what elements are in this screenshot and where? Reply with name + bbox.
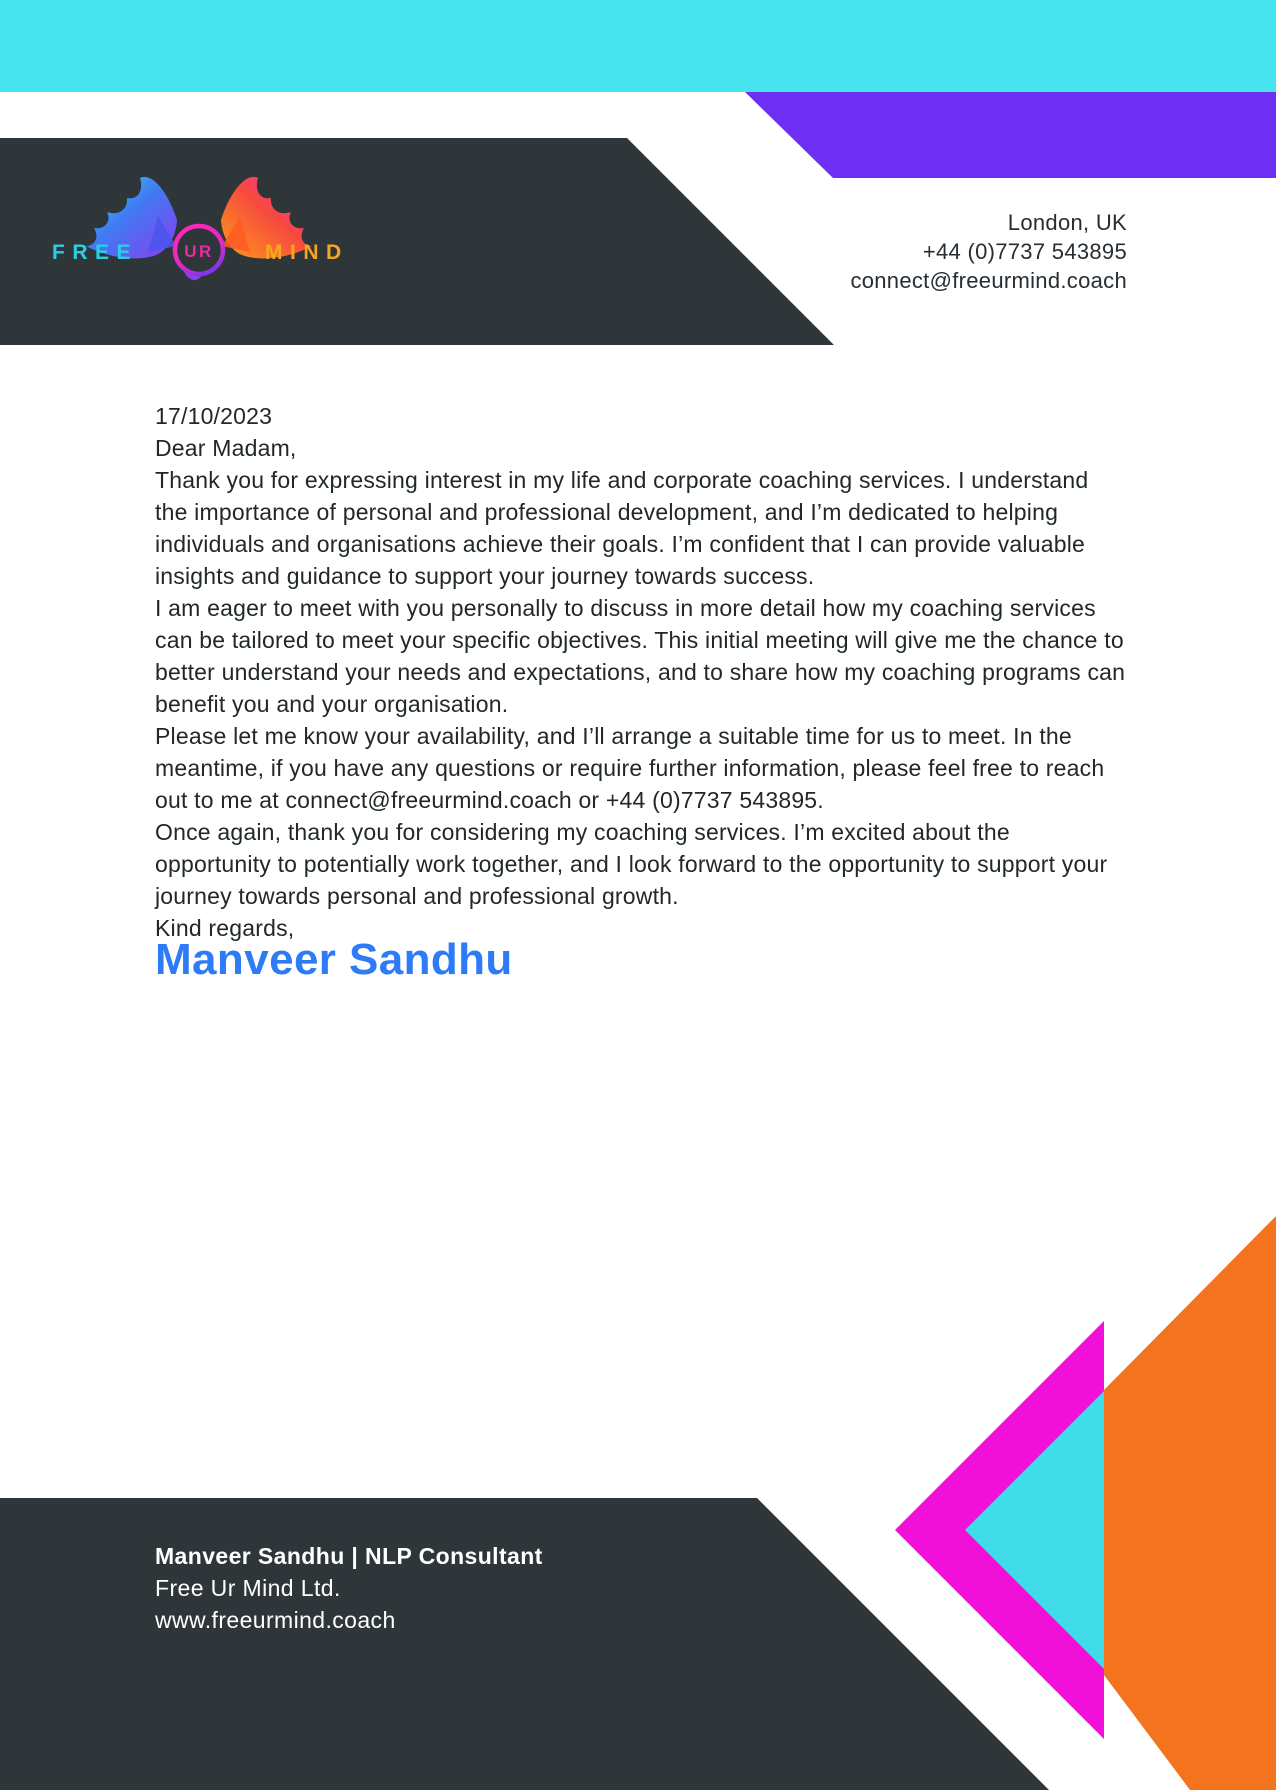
header-contact — [850, 208, 1127, 295]
letter-paragraph: Please let me know your availability, and I’ll arrange a suitable time for us to meet. In the meantime, if you have any questions or require further information, please feel free to reach out to me at connect@freeurmind.coach or +44 (0)7737 543895. — [155, 723, 1105, 813]
footer-name-title: Manveer Sandhu | NLP Consultant — [155, 1543, 543, 1569]
letter-closing: Kind regards, — [155, 915, 295, 941]
orange-triangle-shape — [1104, 1216, 1276, 1790]
letter-date: 17/10/2023 — [155, 403, 273, 429]
letter-paragraph: Once again, thank you for considering my coaching services. I’m excited about the opportunity to potentially work together, and I look forward to the opportunity to support your journey towards personal and professional growth. — [155, 819, 1108, 909]
logo-text-free: FREE — [52, 241, 139, 264]
signature-name: Manveer Sandhu — [155, 935, 513, 984]
contact-email: connect@freeurmind.coach — [850, 268, 1127, 293]
purple-accent-shape — [745, 92, 1276, 178]
letter-salutation: Dear Madam, — [155, 435, 297, 461]
letter-paragraph: I am eager to meet with you personally to discuss in more detail how my coaching services can be tailored to meet your specific objectives. This initial meeting will give me the chance to better understand your needs and expectations, and to share how my coaching programs can benefit you and your organisation. — [155, 595, 1126, 717]
contact-phone: +44 (0)7737 543895 — [922, 239, 1127, 264]
letter-paragraph: Thank you for expressing interest in my life and corporate coaching services. I understand the importance of personal and professional development, and I’m dedicated to helping individuals and organisations achieve their goals. I’m confident that I can provide valuable insights and guidance to support your journey towards success. — [155, 467, 1089, 589]
contact-location: London, UK — [1007, 210, 1127, 235]
top-bar-shape — [0, 0, 1276, 92]
brand-logo — [40, 158, 380, 308]
logo-text-ur: UR — [184, 242, 214, 261]
footer-website: www.freeurmind.coach — [155, 1607, 396, 1633]
letter-body — [155, 400, 1127, 984]
footer-company: Free Ur Mind Ltd. — [155, 1575, 341, 1601]
footer-info — [155, 1540, 543, 1636]
logo-text-mind: MIND — [265, 241, 349, 264]
